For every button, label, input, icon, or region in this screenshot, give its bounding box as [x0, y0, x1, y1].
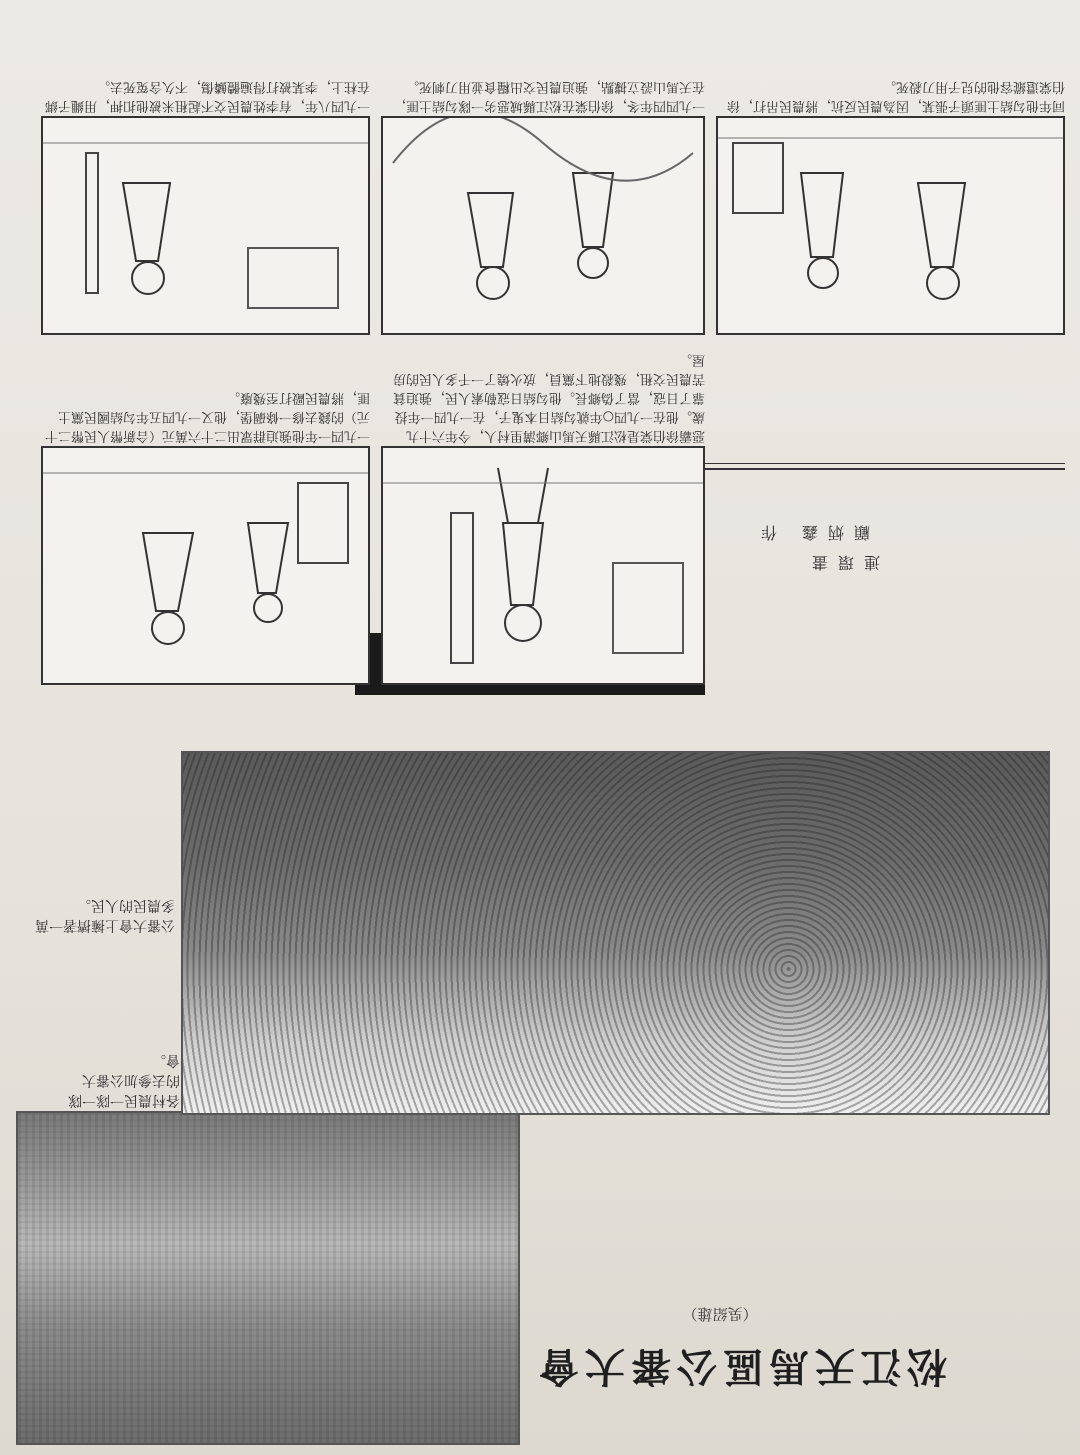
panel-4-caption: 一九四八年，有李姓農民交不起租米被他扣押，用繩子綁在柱上，李某被打得遍體鱗傷，不久含冤死去。	[45, 79, 370, 113]
panel-4-drawing	[43, 118, 368, 333]
photo1-caption: 各村農民一隊一隊的去參加公審大會。	[68, 1052, 180, 1108]
photo2-caption: 公審大會上擁擠著一萬多農民的人民。	[35, 897, 175, 933]
panel-1-caption: 惡霸徐伯棠是松江縣天馬山鄉溝里村人，今年六十九歲。他在一九四○年就勾結日本鬼子，在一九四一年投靠了日寇，當了偽鄉長。他勾結日寇勒索人民，強迫貧苦農民交租，殘殺地下黨員，放火燒了一千多人民的房屋。	[392, 352, 705, 443]
comic-panel-4	[41, 116, 370, 335]
photo-villagers-marching	[16, 1111, 520, 1445]
panel-3-caption: 一九四四年冬，徐伯棠在松江縣城惡劣一隊勾結土匪，在天馬山設立據點，強迫農民交出糧食並用刀刺死。	[392, 79, 705, 113]
panel-5-drawing	[718, 118, 1063, 333]
comic-panel-3	[381, 116, 705, 335]
comic-divider	[705, 463, 1065, 470]
article-headline: 松江天馬區公審大會	[533, 1343, 947, 1390]
comic-panel-1	[381, 446, 705, 685]
panel-1-drawing	[383, 448, 703, 683]
comic-credits-artist: 連環畫	[801, 553, 880, 572]
comic-panel-2	[41, 446, 370, 685]
panel-3-drawing	[383, 118, 703, 333]
photo-crowd-assembly	[181, 751, 1050, 1115]
article-byline: （吳紹雄）	[682, 1305, 758, 1323]
panel-2-caption: 一九四一年他強迫群眾出二十六萬元（合新幣人民幣二十元）的錢去修一條碉堡，他又一九四五年勾結國民黨土匪，將農民毆打至殘廢。	[45, 390, 370, 443]
comic-panel-blank-area	[720, 345, 1065, 455]
comic-credits-author: 顧炳鑫 作	[750, 523, 870, 542]
panel-2-drawing	[43, 448, 368, 683]
panel-5-caption: 同年他勾結土匪頭子張某，因為農民反抗，將農民吊打，徐伯棠還縱容他的兒子用刀殺死。	[726, 79, 1065, 113]
comic-panel-5	[716, 116, 1065, 335]
